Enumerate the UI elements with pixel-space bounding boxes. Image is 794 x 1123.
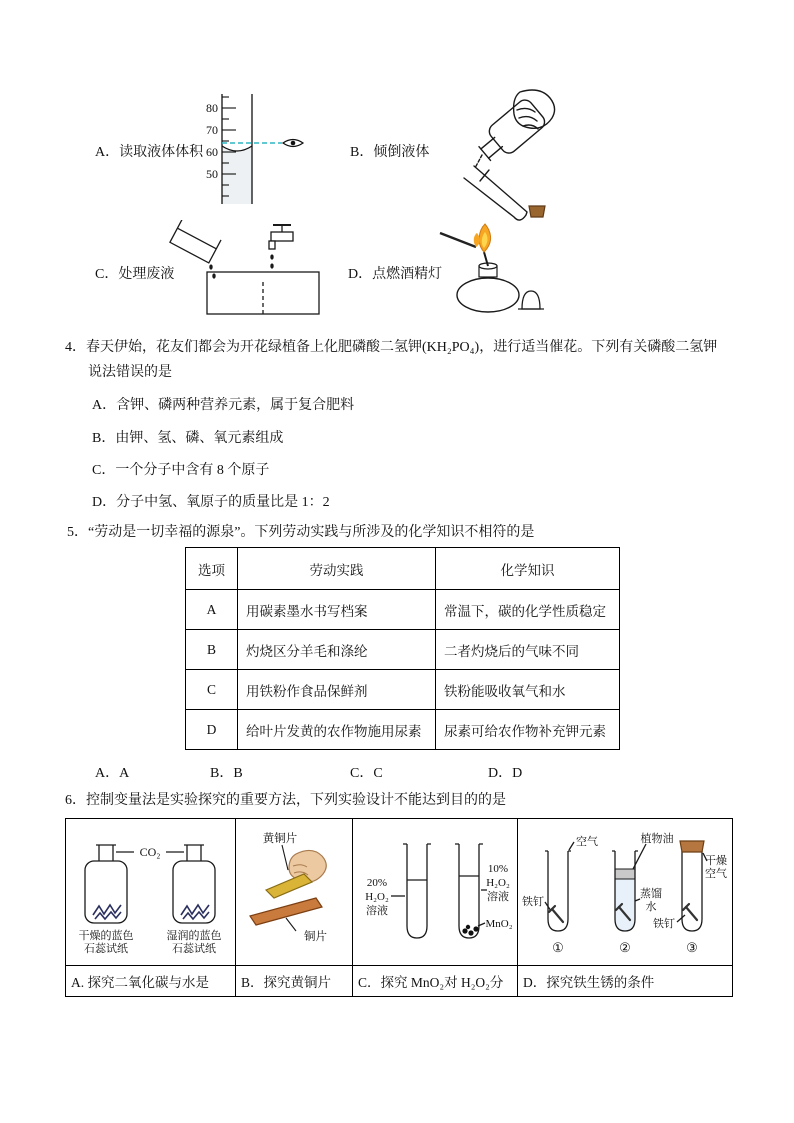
q5-answer-a: A．A [95,766,130,781]
q5-answer-d: D．D [488,766,523,781]
match-flame-icon [474,233,480,247]
q4-option-d: D．分子中氢、氧原子的质量比是 1：2 [92,495,330,510]
cork-stopper-icon [529,206,545,217]
match-stick [440,233,476,247]
right-conc-label: 10% [487,863,509,875]
q5-knowledge: 二者灼烧后的气味不同 [436,630,620,670]
q5-knowledge: 常温下，碳的化学性质稳定 [436,590,620,630]
figure-h2o2-tubes [355,828,515,956]
q4-stem-line2: 说法错误的是 [88,365,172,380]
oil-layer [615,869,635,879]
figure-waste-disposal [165,220,323,318]
figure-pour-liquid [425,84,575,229]
hand-icon [514,90,555,129]
tube-number-2: ② [619,940,631,955]
q5-header-option: 选项 [186,548,238,590]
left-formula-label: H₂O₂ [365,891,389,903]
co2-label: CO₂ [139,845,160,859]
cork-stopper-icon [680,841,704,852]
left-conc-label: 20% [366,877,388,889]
q5-answer-b: B．B [210,766,243,781]
wet-litmus-label-1: 湿润的蓝色 [166,930,221,942]
q5-practice: 用铁粉作食品保鲜剂 [238,670,436,710]
copper-strip [250,898,322,925]
q6-label-d: D．探究铁生锈的条件 [518,966,733,997]
q5-row-d [186,710,620,750]
q5-header-row [186,548,620,590]
right-solution-label: 溶液 [487,891,509,903]
litmus-paper-scribble [93,905,209,919]
dry-litmus-label-2: 石蕊试纸 [83,943,128,955]
q6-figure-a-cell [66,819,236,966]
gas-bottle-left [85,861,127,923]
q4-option-c: C．一个分子中含有 8 个原子 [92,463,270,478]
q5-practice: 用碳素墨水书写档案 [238,590,436,630]
q5-header-practice: 劳动实践 [238,548,436,590]
q5-header-knowledge: 化学知识 [436,548,620,590]
right-formula-label: H₂O₂ [486,877,510,889]
q6-figure-c-cell [353,819,518,966]
lamp-body [457,278,519,312]
dry-air-label-2: 空气 [705,868,727,880]
figure-rust-tubes [520,823,730,961]
q5-letter: A [186,590,238,630]
q4-stem-line1: 4．春天伊始，花友们都会为开花绿植备上化肥磷酸二氢钾(KH₂PO₄)，进行适当催花。下列有关磷酸二氢钾 [65,340,718,355]
figure-brass-copper [238,828,350,956]
wet-litmus-label-2: 石蕊试纸 [171,943,216,955]
q3-option-c-label: C．处理废液 [95,267,175,282]
q5-practice: 灼烧区分羊毛和涤纶 [238,630,436,670]
distilled-water-label-2: 水 [645,901,657,913]
pour-stream [475,155,482,168]
q4-option-b: B．由钾、氢、磷、氧元素组成 [92,431,284,446]
liquid-fill [222,146,252,204]
dry-litmus-label-1: 干燥的蓝色 [78,930,133,942]
gas-bottle-right [173,861,215,923]
q5-practice: 给叶片发黄的农作物施用尿素 [238,710,436,750]
brass-label: 黄铜片 [262,833,298,845]
q6-label-c: C．探究 MnO₂对 H₂O₂分 [353,966,518,997]
q4-option-a: A．含钾、磷两种营养元素，属于复合肥料 [92,398,355,413]
dry-air-label-1: 干燥 [705,855,727,867]
tick-80: 80 [206,101,218,115]
q6-stem: 6．控制变量法是实验探究的重要方法，下列实验设计不能达到目的的是 [65,793,506,808]
tube-1 [548,851,568,931]
eye-icon [283,140,303,147]
q5-row-b [186,630,620,670]
tube-number-3: ③ [686,940,698,955]
mno2-particles [462,925,478,936]
distilled-water-label-1: 蒸馏 [640,888,662,900]
flame-icon [479,224,490,252]
nail-label-1: 铁钉 [522,896,544,908]
tube-number-1: ① [552,940,564,955]
q5-letter: B [186,630,238,670]
test-tube-right [459,844,479,938]
test-tube-icon [464,166,527,220]
tick-60: 60 [206,145,218,159]
test-tube-left [407,844,427,938]
q3-option-d-label: D．点燃酒精灯 [348,267,443,282]
q5-answer-c: C．C [350,766,383,781]
tube-3 [682,851,702,931]
brass-strip [266,874,312,898]
q6-table [65,818,733,997]
mno2-label: MnO₂ [485,918,513,930]
q5-letter: D [186,710,238,750]
figure-read-liquid-volume [196,92,311,207]
q6-label-b: B．探究黄铜片 [236,966,353,997]
q5-stem: 5．“劳动是一切幸福的源泉”。下列劳动实践与所涉及的化学知识不相符的是 [67,525,535,540]
q5-row-c [186,670,620,710]
q5-table [185,547,620,750]
q6-label-a: A. 探究二氧化碳与水是 [66,966,236,997]
distilled-water-fill [615,879,635,931]
figure-co2-litmus [71,827,231,957]
q5-row-a [186,590,620,630]
liquid-drops [209,254,273,278]
q5-knowledge: 铁粉能吸收氧气和水 [436,670,620,710]
q3-option-b-label: B．倾倒液体 [350,145,430,160]
q6-figure-d-cell [518,819,733,966]
oil-label: 植物油 [640,833,674,845]
air-label: 空气 [576,836,598,848]
q5-knowledge: 尿素可给农作物补充钾元素 [436,710,620,750]
faucet-icon [269,225,293,249]
figure-light-alcohol-lamp [430,221,550,321]
lamp-cap-icon [518,291,544,309]
nail-label-3: 铁钉 [653,918,675,930]
q3-option-a-label: A．读取液体体积 [95,145,204,160]
q5-letter: C [186,670,238,710]
tick-50: 50 [206,167,218,181]
q6-figure-b-cell [236,819,353,966]
waste-vessel-icon [170,220,221,263]
tick-70: 70 [206,123,218,137]
left-solution-label: 溶液 [366,905,388,917]
copper-label: 铜片 [304,931,327,943]
